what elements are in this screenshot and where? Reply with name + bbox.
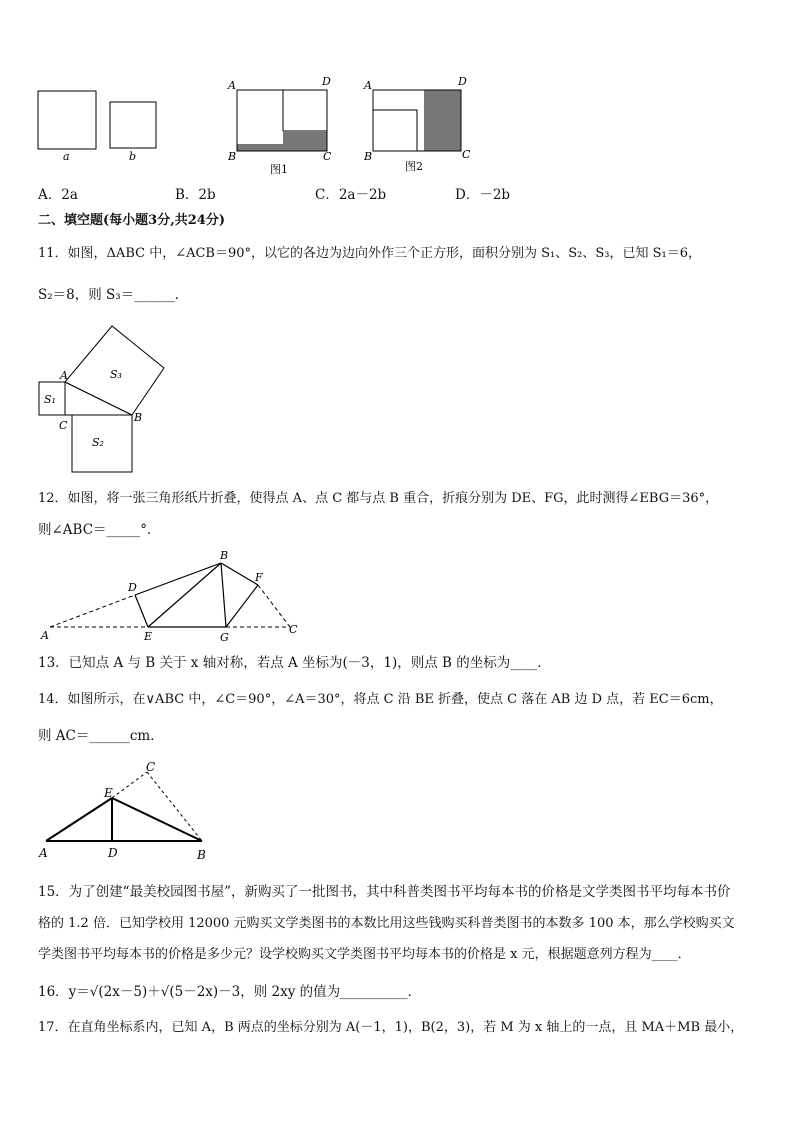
svg-text:B: B — [197, 848, 206, 862]
q11-line2: S₂＝8，则 S₃＝______． — [38, 287, 189, 303]
svg-text:A: A — [364, 79, 372, 92]
q13-text: 13．已知点 A 与 B 关于 x 轴对称，若点 A 坐标为(－3，1)，则点 B 的坐标为____． — [38, 655, 551, 671]
svg-text:C: C — [323, 150, 332, 163]
svg-text:D: D — [108, 846, 118, 860]
svg-text:G: G — [220, 631, 229, 644]
q12-line2: 则∠ABC＝_____°． — [38, 522, 161, 538]
svg-text:C: C — [146, 760, 156, 774]
svg-text:E: E — [144, 630, 153, 643]
svg-text:D: D — [128, 581, 137, 594]
option-d: D．－2b — [455, 187, 511, 203]
square-b — [110, 102, 156, 148]
svg-text:C: C — [59, 419, 68, 432]
svg-text:S₁: S₁ — [44, 393, 56, 406]
q11-line1: 11．如图，ΔABC 中，∠ACB＝90°，以它的各边为边向外作三个正方形，面积分别为 S₁、S₂、S₃，已知 S₁＝6， — [38, 246, 702, 261]
q10-figure — [30, 70, 490, 180]
figure-2-caption: 图2 — [405, 160, 423, 173]
svg-text:A: A — [41, 629, 49, 642]
q15-line2: 格的 1.2 倍．已知学校用 12000 元购买文学类图书的本数比用这些钱购买科普类图书的本数多 100 本，那么学校购买文 — [38, 916, 735, 931]
option-a: A．2a — [38, 187, 78, 203]
q14-figure — [34, 755, 224, 865]
svg-text:D: D — [322, 75, 331, 88]
svg-text:E: E — [104, 786, 113, 800]
q16-text: 16．y＝√(2x－5)＋√(5－2x)－3，则 2xy 的值为__________． — [38, 984, 422, 1000]
figure-2 — [363, 75, 471, 173]
svg-text:S₃: S₃ — [110, 368, 122, 381]
svg-text:A: A — [60, 369, 68, 382]
option-b: B．2b — [175, 187, 216, 203]
svg-text:B: B — [220, 549, 229, 562]
figure-1-caption: 图1 — [270, 163, 288, 176]
section-title: 二、填空题(每小题3分,共24分) — [38, 213, 225, 228]
figure-1 — [227, 75, 332, 176]
svg-text:F: F — [255, 571, 263, 584]
q11-figure — [30, 322, 180, 474]
q12-line1: 12．如图，将一张三角形纸片折叠，使得点 A、点 C 都与点 B 重合，折痕分别为 DE、FG，此时测得∠EBG＝36°， — [38, 491, 719, 506]
svg-text:B: B — [364, 150, 373, 163]
label-b: b — [129, 150, 137, 163]
q15-line3: 学类图书平均每本书的价格是多少元？设学校购买文学类图书平均每本书的价格是 x 元，根据题意列方程为____． — [38, 947, 691, 962]
svg-text:B: B — [228, 150, 237, 163]
label-a: a — [63, 150, 70, 163]
svg-text:B: B — [134, 411, 143, 424]
svg-text:S₂: S₂ — [92, 436, 104, 449]
svg-text:D: D — [458, 75, 467, 88]
svg-text:A: A — [228, 79, 236, 92]
svg-text:A: A — [39, 846, 48, 860]
option-c: C．2a－2b — [315, 187, 387, 203]
q15-line1: 15．为了创建“最美校园图书屋”，新购买了一批图书，其中科普类图书平均每本书的价格是文学类图书平均每本书价 — [38, 884, 731, 900]
q14-line1: 14．如图所示，在∨ABC 中，∠C＝90°，∠A＝30°，将点 C 沿 BE 折叠，使点 C 落在 AB 边 D 点，若 EC＝6cm， — [38, 692, 723, 707]
svg-text:C: C — [462, 148, 471, 161]
q17-text: 17．在直角坐标系内，已知 A，B 两点的坐标分别为 A(－1，1)，B(2，3)，若 M 为 x 轴上的一点，且 MA＋MB 最小， — [38, 1020, 744, 1035]
q14-line2: 则 AC＝______cm． — [38, 728, 164, 744]
q12-figure — [38, 545, 308, 645]
square-a — [38, 91, 96, 149]
svg-text:C: C — [289, 623, 298, 636]
